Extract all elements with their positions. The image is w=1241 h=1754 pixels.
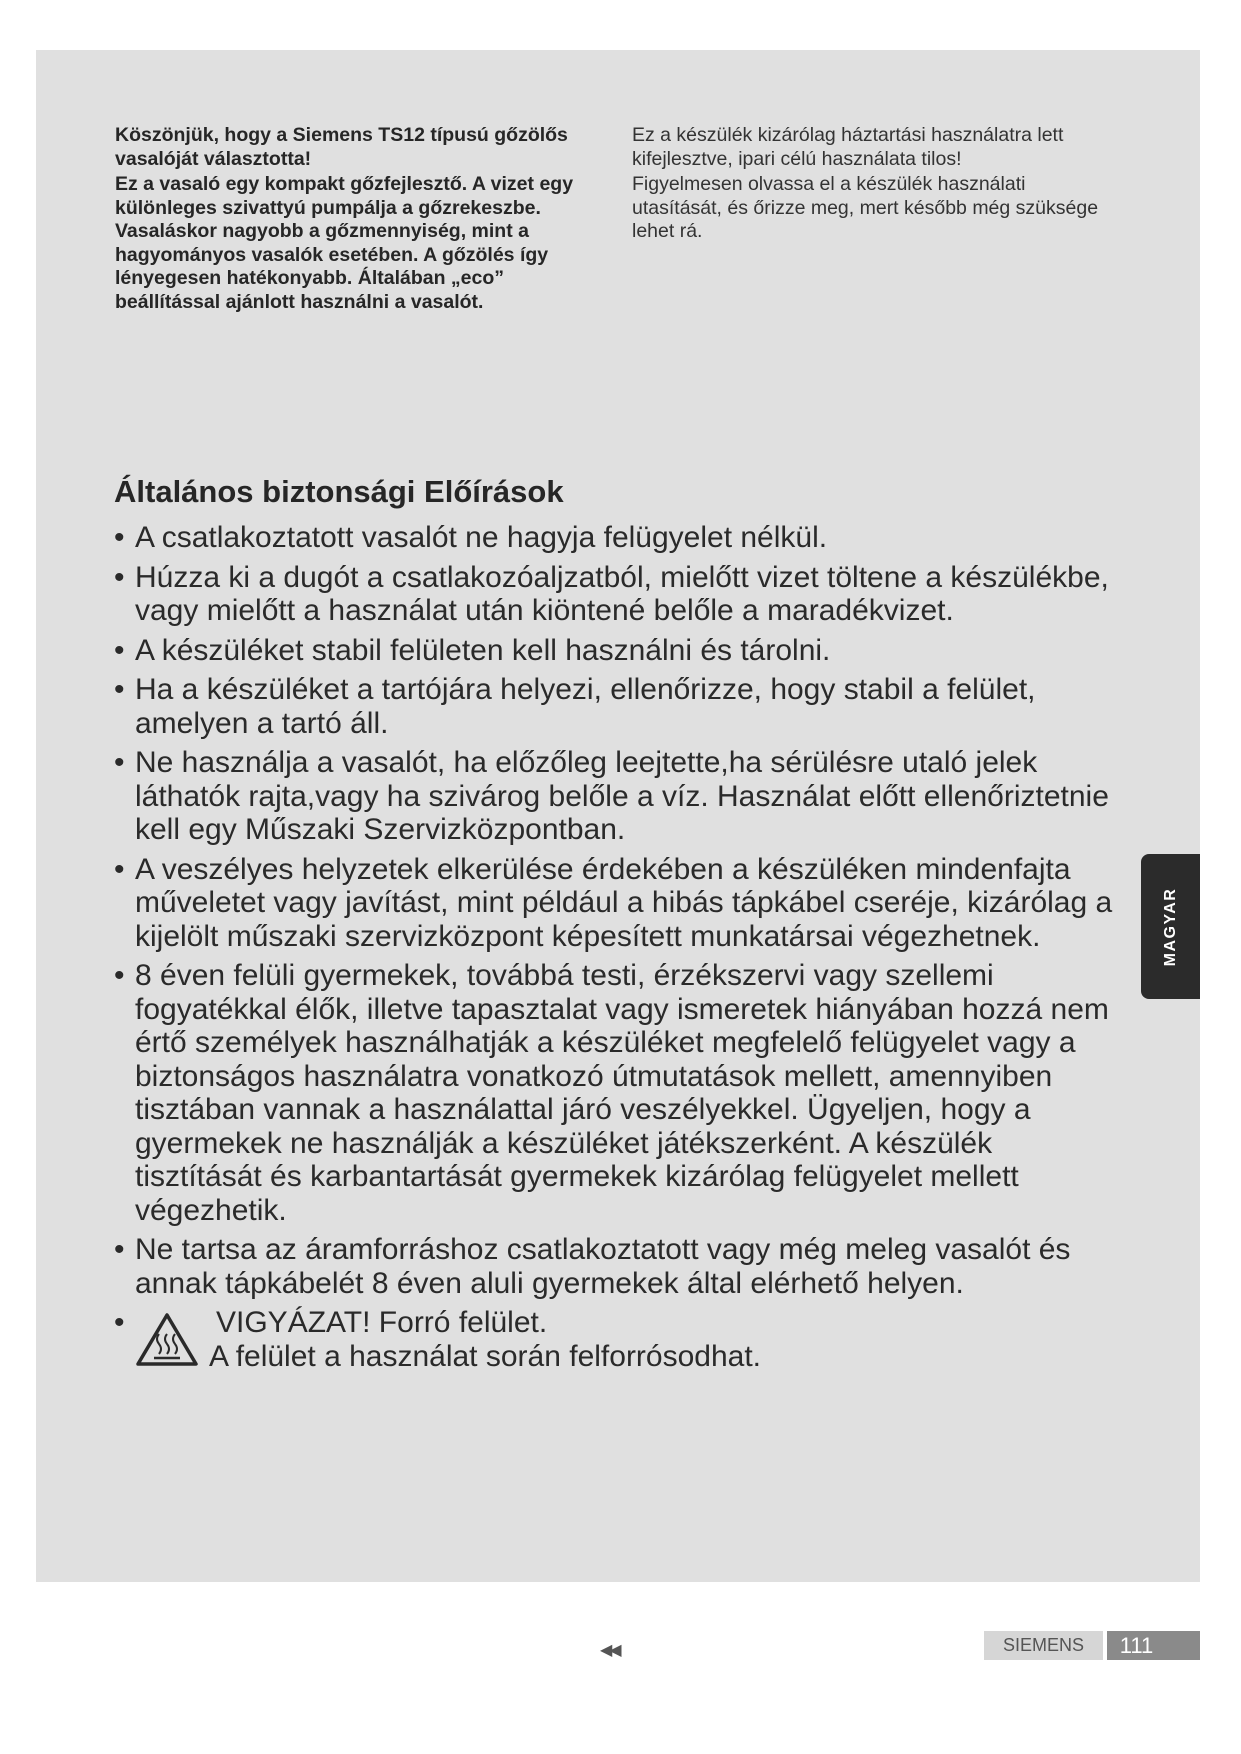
bullet: • [114,1233,125,1266]
bullet: • [114,521,125,554]
warning-text: A felület a használat során felforrósodhat. [209,1340,762,1373]
bullet: • [114,746,125,779]
previous-page-arrows[interactable]: ◀◀ [600,1642,619,1659]
language-tab [1141,854,1200,999]
section-title: Általános biztonsági Előírások [114,474,564,509]
safety-rule-text: Ne tartsa az áramforráshoz csatlakoztatott vagy még meleg vasalót és annak tápkábelét 8 éven aluli gyermekek által elérhető helyen. [135,1233,1071,1300]
safety-rules-list [114,521,1124,1382]
intro-left-column [115,124,595,316]
bullet: • [114,633,125,667]
language-tab-label: MAGYAR [1161,887,1179,966]
safety-rule [114,959,1124,1227]
bullet: • [114,560,125,594]
safety-rule-text: Ne használja a vasalót, ha előzőleg leejtette,ha sérülésre utaló jelek láthatók rajta,vagy ha szivárog belőle a víz. Használat előtt ellenőriztetnie kell egy Műszaki Szervizközpontban. [135,746,1109,846]
safety-rule [114,1233,1124,1300]
intro-right-column [632,124,1102,246]
warning-title: VIGYÁZAT! Forró felület. [216,1306,548,1339]
safety-rule-text: Ha a készüléket a tartójára helyezi, ellenőrizze, hogy stabil a felület, amelyen a tartó áll. [135,673,1036,740]
bullet: • [114,852,125,886]
page-number-box [1107,1631,1200,1660]
safety-rule [114,746,1124,847]
intro-description: Ez a vasaló egy kompakt gőzfejlesztő. A vizet egy különleges szivattyú pumpálja a gőzrekeszbe. Vasaláskor nagyobb a gőzmennyiség, mint a hagyományos vasalók esetében. A gőzölés így lényegesen hatékonyabb. Általában „eco” beállítással ajánlott használni a vasalót. [115,173,574,313]
safety-rule [114,673,1124,740]
bullet: • [114,959,125,992]
brand-label: SIEMENS [984,1631,1103,1660]
safety-rule-text: A veszélyes helyzetek elkerülése érdekében a készüléken mindenfajta műveletet vagy javítást, mint például a hibás tápkábel cseréje, kizárólag a kijelölt műszaki szervizközpont képesített munkatársai végezhetnek. [135,852,1113,953]
intro-read-instructions: Figyelmesen olvassa el a készülék használati utasítását, és őrizze meg, mert később még szüksége lehet rá. [632,173,1099,242]
safety-rule-text: 8 éven felüli gyermekek, továbbá testi, érzékszervi vagy szellemi fogyatékkal élők, illetve tapasztalat vagy ismeretek hiányában hozzá nem értő személyek használhatják a készüléket megfelelő felügyelet vagy a biztonságos használatra vonatkozó útmutatások mellett, amennyiben tisztában vannak a használattal járó veszélyekkel. Ügyeljen, hogy a gyermekek ne használják a készüléket játékszerként. A készülék tisztítását és karbantartását gyermekek kizárólag felügyelet mellett végezhetik. [135,959,1109,1227]
hot-surface-warning [114,1306,1124,1376]
intro-thanks: Köszönjük, hogy a Siemens TS12 típusú gőzölős vasalóját választotta! [115,124,568,170]
hot-surface-warning-icon [135,1312,199,1368]
safety-rule [114,853,1124,954]
bullet: • [114,1306,125,1339]
safety-rule [114,521,1124,555]
safety-rule-text: A csatlakoztatott vasalót ne hagyja felügyelet nélkül. [135,521,828,554]
intro-household-use: Ez a készülék kizárólag háztartási használatra lett kifejlesztve, ipari célú használata tilos! [632,124,1064,170]
bullet: • [114,673,125,706]
safety-rule-text: Húzza ki a dugót a csatlakozóaljzatból, mielőtt vizet töltene a készülékbe, vagy mielőtt a használat után kiöntené belőle a maradékvizet. [135,560,1109,627]
safety-rule-text: A készüléket stabil felületen kell használni és tárolni. [135,633,831,667]
page-number: 111 [1119,1633,1154,1658]
safety-rule [114,561,1124,628]
safety-rule [114,634,1124,668]
